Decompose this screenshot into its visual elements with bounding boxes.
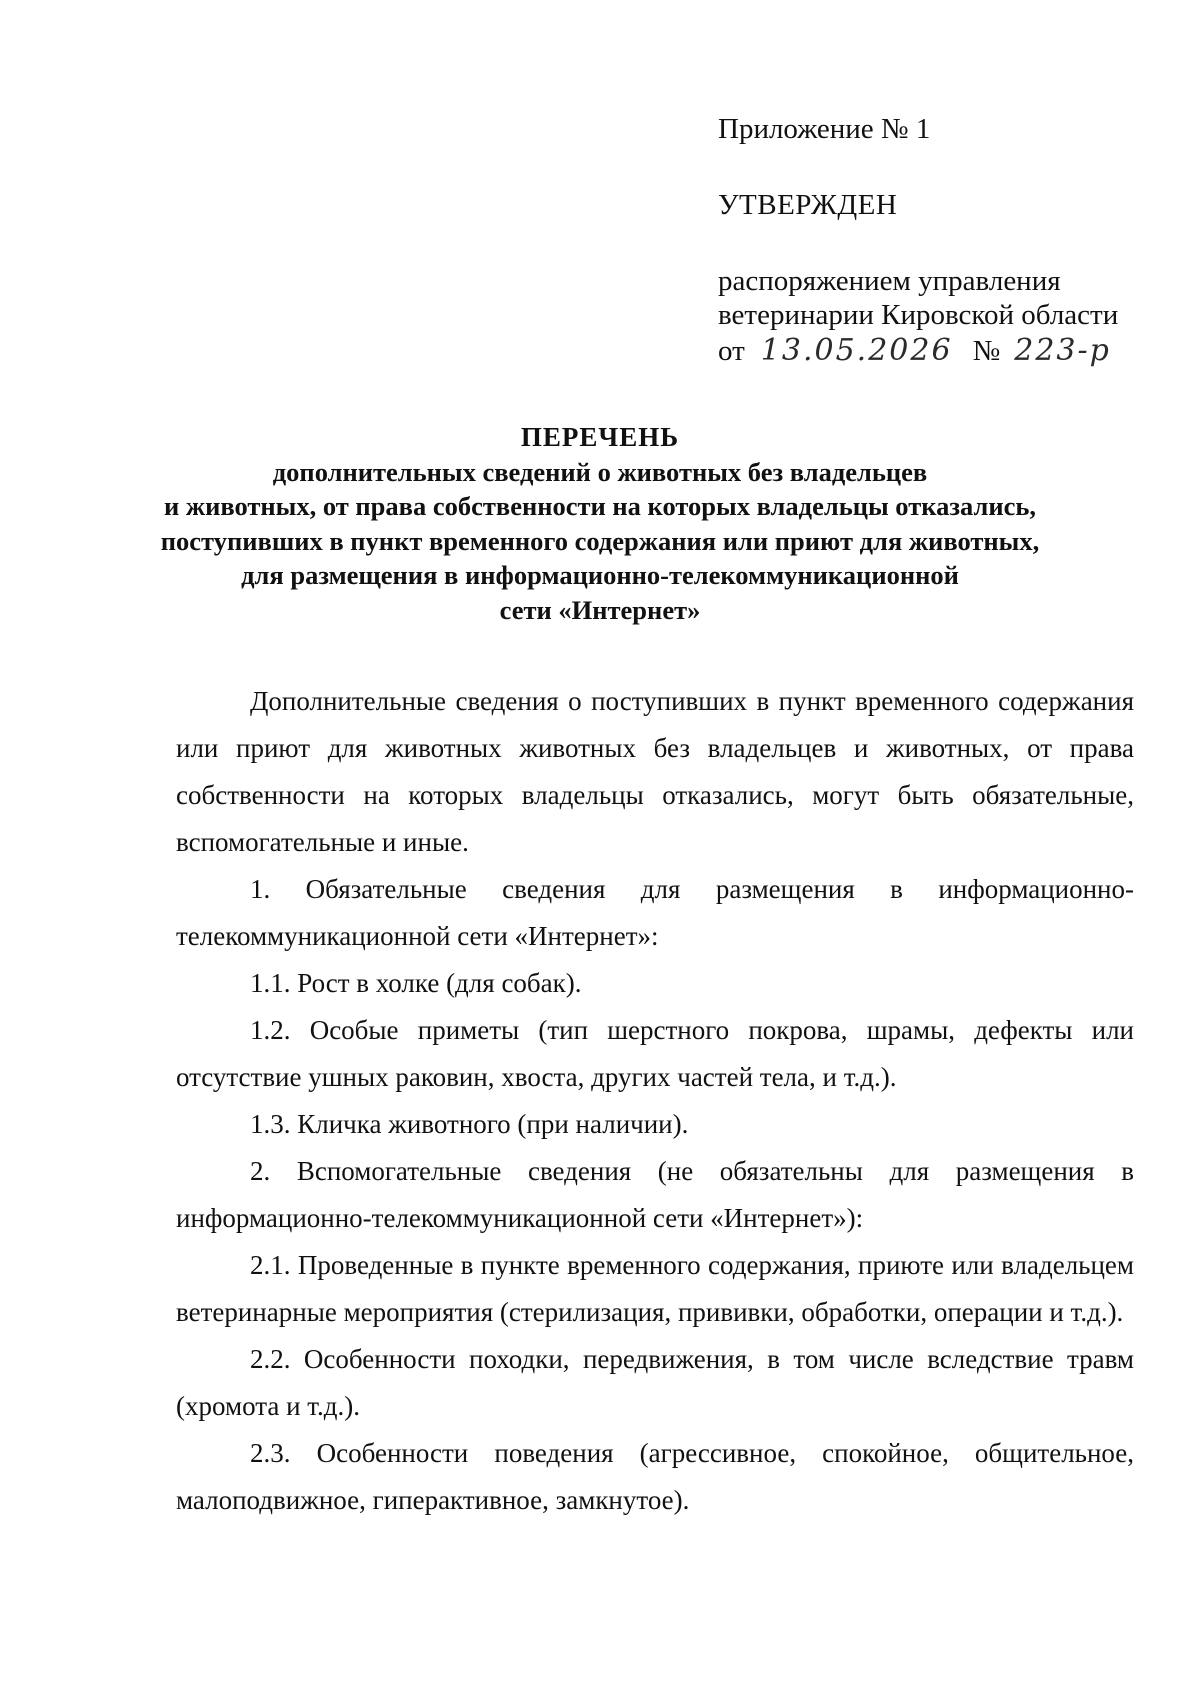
approval-block (718, 112, 1158, 374)
number-sign: № (972, 335, 1001, 367)
item-1-2: 1.2. Особые приметы (тип шерстного покрова, шрамы, дефекты или отсутствие ушных раковин, хвоста, других частей тела, и т.д.). (176, 1015, 1134, 1092)
document-title-block (140, 420, 1060, 627)
handwritten-document-number: 223-р (1014, 333, 1111, 368)
document-body (176, 678, 1134, 1524)
issuer-line-1: распоряжением управления (718, 265, 1061, 297)
subtitle-line-1: дополнительных сведений о животных без владельцев (272, 456, 928, 487)
appendix-label: Приложение № 1 (718, 113, 931, 145)
subtitle-line-3: поступивших в пункт временного содержания или приют для животных, (160, 525, 1040, 556)
subtitle-line-4: для размещения в информационно-телекоммуникационной (241, 560, 959, 590)
item-2-2: 2.2. Особенности походки, передвижения, в том числе вследствие травм (хромота и т.д.). (176, 1344, 1134, 1421)
issuer-line-2: ветеринарии Кировской области (718, 299, 1119, 331)
item-1-3: 1.3. Кличка животного (при наличии). (250, 1109, 689, 1139)
handwritten-date: 13.05.2026 (760, 333, 953, 368)
intro-paragraph: Дополнительные сведения о поступивших в пункт временного содержания или приют для животных животных без владельцев и животных, от права собственности на которых владельцы отказались, могут быть обязательные, вспомогательные и иные. (176, 686, 1134, 857)
approved-label: УТВЕРЖДЕН (718, 189, 898, 221)
subtitle-line-2: и животных, от права собственности на которых владельцы отказались, (163, 491, 1037, 521)
subtitle-line-5: сети «Интернет» (499, 594, 701, 625)
date-prefix: от (718, 335, 745, 367)
item-2-1: 2.1. Проведенные в пункте временного содержания, приюте или владельцем ветеринарные мероприятия (стерилизация, прививки, обработки, операции и т.д.). (176, 1250, 1134, 1327)
item-2: 2. Вспомогательные сведения (не обязательны для размещения в информационно-телекоммуникационной сети «Интернет»): (176, 1156, 1134, 1233)
item-2-3: 2.3. Особенности поведения (агрессивное, спокойное, общительное, малоподвижное, гиперактивное, замкнутое). (176, 1438, 1134, 1515)
date-number-line (718, 334, 1158, 374)
document-title: ПЕРЕЧЕНЬ (520, 422, 680, 452)
item-1: 1. Обязательные сведения для размещения в информационно-телекоммуникационной сети «Интернет»: (176, 874, 1134, 951)
item-1-1: 1.1. Рост в холке (для собак). (250, 968, 582, 998)
